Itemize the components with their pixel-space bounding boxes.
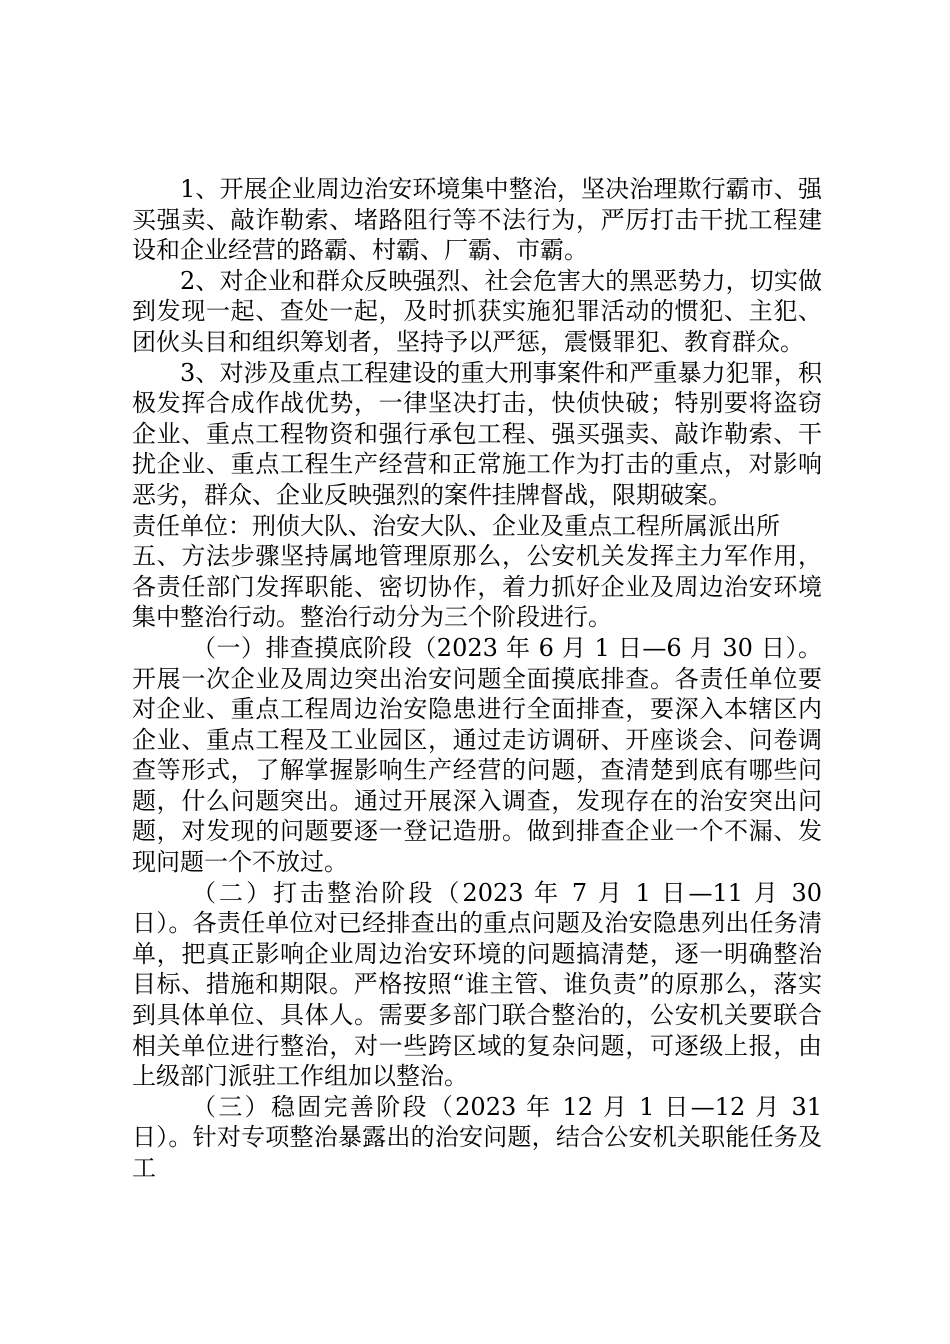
paragraph-item-2: 2、对企业和群众反映强烈、社会危害大的黑恶势力，切实做到发现一起、查处一起，及时抓获实施犯罪活动的惯犯、主犯、团伙头目和组织筹划者，坚持予以严惩，震慑罪犯、教育群众。 (132, 266, 822, 356)
paragraph-item-1: 1、开展企业周边治安环境集中整治，坚决治理欺行霸市、强买强卖、敲诈勒索、堵路阻行等不法行为，严厉打击干扰工程建设和企业经营的路霸、村霸、厂霸、市霸。 (132, 175, 822, 265)
section-five-paragraph: 五、方法步骤坚持属地管理原那么，公安机关发挥主力军作用，各责任部门发挥职能、密切协作，着力抓好企业及周边治安环境集中整治行动。整治行动分为三个阶段进行。 (132, 542, 822, 632)
responsible-units-line: 责任单位：刑侦大队、治安大队、企业及重点工程所属派出所 (132, 511, 780, 540)
stage-one-paragraph: （一）排查摸底阶段（2023 年 6 月 1 日—6 月 30 日）。开展一次企业及周边突出治安问题全面摸底排查。各责任单位要对企业、重点工程周边治安隐患进行全面排查，要深入本辖区内企业、重点工程及工业园区，通过走访调研、开座谈会、问卷调查等形式，了解掌握影响生产经营的问题，查清楚到底有哪些问题，什么问题突出。通过开展深入调查，发现存在的治安突出问题，对发现的问题要逐一登记造册。做到排查企业一个不漏、发现问题一个不放过。 (132, 633, 822, 877)
stage-three-paragraph: （三）稳固完善阶段（2023 年 12 月 1 日—12 月 31 日）。针对专项整治暴露出的治安问题，结合公安机关职能任务及工 (132, 1092, 822, 1182)
document-body (132, 174, 822, 1184)
paragraph-item-3: 3、对涉及重点工程建设的重大刑事案件和严重暴力犯罪，积极发挥合成作战优势，一律坚决打击，快侦快破；特别要将盗窃企业、重点工程物资和强行承包工程、强买强卖、敲诈勒索、干扰企业、重点工程生产经营和正常施工作为打击的重点，对影响恶劣，群众、企业反映强烈的案件挂牌督战，限期破案。 (132, 358, 822, 509)
stage-two-paragraph: （二）打击整治阶段（2023 年 7 月 1 日—11 月 30 日）。各责任单位对已经排查出的重点问题及治安隐患列出任务清单，把真正影响企业周边治安环境的问题搞清楚，逐一明确整治目标、措施和期限。严格按照“谁主管、谁负责”的原那么，落实到具体单位、具体人。需要多部门联合整治的，公安机关要联合相关单位进行整治，对一些跨区域的复杂问题，可逐级上报，由上级部门派驻工作组加以整治。 (132, 878, 822, 1091)
